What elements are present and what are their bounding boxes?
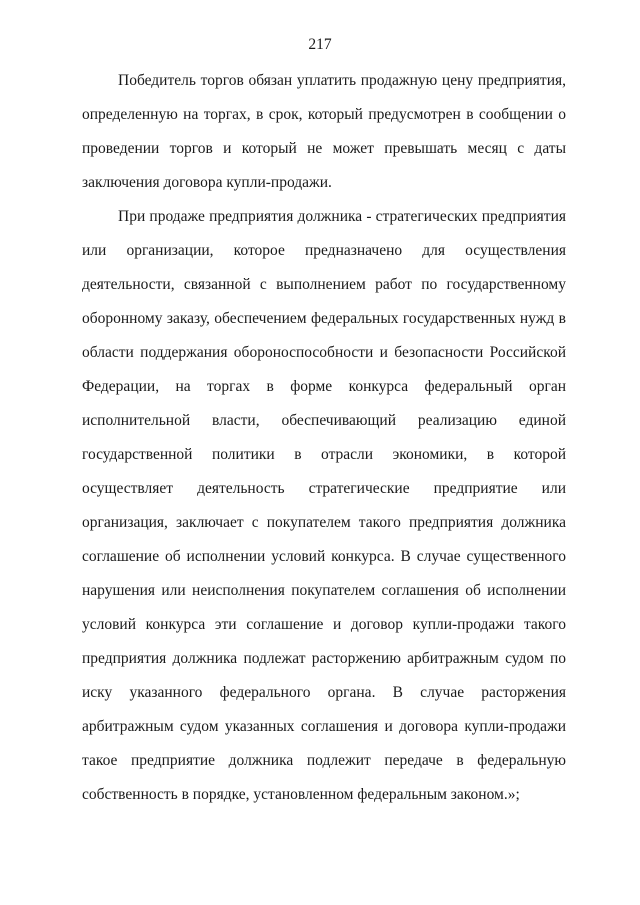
paragraph: При продаже предприятия должника - стратегических предприятия или организации, которое предназначено для осуществления деятельности, связанной с выполнением работ по государственному оборонному заказу, обеспечением федеральных государственных нужд в области поддержания обороноспособности и безопасности Российской Федерации, на торгах в форме конкурса федеральный орган исполнительной власти, обеспечивающий реализацию единой государственной политики в отрасли экономики, в которой осуществляет деятельность стратегические предприятие или организация, заключает с покупателем такого предприятия должника соглашение об исполнении условий конкурса. В случае существенного нарушения или неисполнения покупателем соглашения об исполнении условий конкурса эти соглашение и договор купли-продажи такого предприятия должника подлежат расторжению арбитражным судом по иску указанного федерального органа. В случае расторжения арбитражным судом указанных соглашения и договора купли-продажи такое предприятие должника подлежит передаче в федеральную собственность в порядке, установленном федеральным законом.»; [82,208,566,803]
page-number: 217 [308,36,332,53]
paragraph: Победитель торгов обязан уплатить продажную цену предприятия, определенную на торгах, в срок, который предусмотрен в сообщении о проведении торгов и который не может превышать месяц с даты заключения договора купли-продажи. [82,72,566,191]
paragraph-1-block [82,64,566,200]
paragraph-2-block [82,200,566,812]
